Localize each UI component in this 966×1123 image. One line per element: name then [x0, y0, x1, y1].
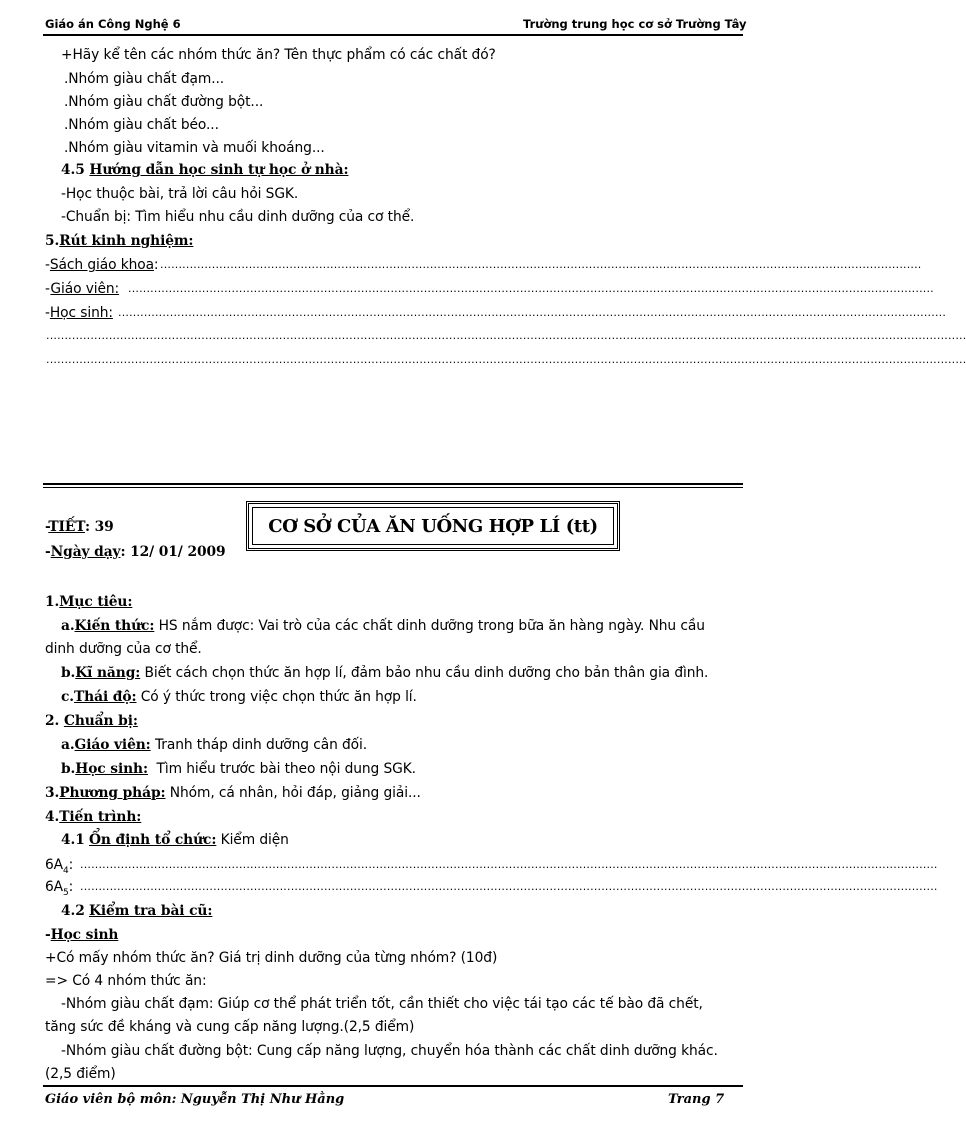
ngay-day-line: -Ngày dạy: 12/ 01/ 2009	[45, 544, 226, 560]
dotted-line: ................................................................................................................................................................................................................................	[118, 306, 947, 319]
kiem-tra-line: 4.2 Kiểm tra bài cũ:	[61, 903, 213, 919]
dotted-line: .........................................................................................................................................................................................................................................................	[46, 353, 966, 366]
footer-page: Trang 7	[668, 1092, 725, 1107]
phuong-phap-line: 3.Phương pháp: Nhóm, cá nhân, hỏi đáp, giảng giải...	[45, 785, 421, 801]
homework-item: -Học thuộc bài, trả lời câu hỏi SGK.	[61, 186, 299, 202]
group-item: .Nhóm giàu chất đạm...	[64, 71, 225, 87]
heading-muc-tieu: 1.Mục tiêu:	[45, 594, 133, 610]
on-dinh-line: 4.1 Ổn định tổ chức: Kiểm diện	[61, 832, 289, 848]
group-item: .Nhóm giàu chất béo...	[64, 117, 219, 133]
section-divider	[43, 483, 743, 485]
header-right: Trường trung học cơ sở Trường Tây	[523, 17, 747, 31]
heading-tien-trinh: 4.Tiến trình:	[45, 809, 142, 825]
kien-thuc-cont: dinh dưỡng của cơ thể.	[45, 641, 202, 657]
header-left: Giáo án Công Nghệ 6	[45, 17, 181, 31]
giao-vien-line: a.Giáo viên: Tranh tháp dinh dưỡng cân đối.	[61, 737, 368, 753]
tiet-line: -TIẾT: 39	[45, 519, 114, 535]
thai-do-line: c.Thái độ: Có ý thức trong việc chọn thức ăn hợp lí.	[61, 689, 417, 705]
group-item: .Nhóm giàu vitamin và muối khoáng...	[64, 140, 325, 156]
answer-duong-bot-1: -Nhóm giàu chất đường bột: Cung cấp năng lượng, chuyển hóa thành các chất dinh dưỡng khác.	[61, 1043, 718, 1059]
hoc-sinh-line: b.Học sinh: Tìm hiểu trước bài theo nội dung SGK.	[61, 761, 416, 777]
lesson-title-box	[246, 501, 620, 551]
heading-5: 5.Rút kinh nghiệm:	[45, 233, 194, 249]
footer-teacher: Giáo viên bộ môn: Nguyễn Thị Như Hằng	[45, 1092, 345, 1107]
answer-duong-bot-2: (2,5 điểm)	[45, 1066, 116, 1082]
ki-nang-line: b.Kĩ năng: Biết cách chọn thức ăn hợp lí, đảm bảo nhu cầu dinh dưỡng cho bản thân gia đình.	[61, 665, 709, 681]
class-6a4-label: $6A_4$:	[45, 857, 74, 876]
header-rule	[43, 34, 743, 36]
kien-thuc-line: a.Kiến thức: HS nắm được: Vai trò của các chất dinh dưỡng trong bữa ăn hàng ngày. Nhu cầu	[61, 618, 705, 634]
hoc-sinh-heading: -Học sinh	[45, 927, 119, 943]
group-item: .Nhóm giàu chất đường bột...	[64, 94, 264, 110]
dotted-line: ..............................................................................................................................................................................................................	[160, 258, 922, 271]
class-6a5-label: $6A_5$:	[45, 879, 74, 898]
dotted-line: ........................................................................................................................................................................................................................................	[80, 880, 938, 893]
section-divider-thin	[43, 487, 743, 488]
question-food-groups: +Hãy kể tên các nhóm thức ăn? Tên thực phẩm có các chất đó?	[61, 47, 496, 63]
lesson-title: CƠ SỞ CỦA ĂN UỐNG HỢP LÍ (tt)	[268, 515, 598, 537]
dotted-line: ..........................................................................................................................................................................................................................	[128, 282, 934, 295]
footer-rule	[43, 1085, 743, 1087]
dotted-line: .........................................................................................................................................................................................................................................................	[46, 329, 966, 342]
answer-dam-1: -Nhóm giàu chất đạm: Giúp cơ thể phát triển tốt, cần thiết cho việc tái tạo các tế bào đã chết,	[61, 996, 703, 1012]
dotted-line: ........................................................................................................................................................................................................................................	[80, 858, 938, 871]
answer-line: => Có 4 nhóm thức ăn:	[45, 973, 207, 989]
heading-4-5: 4.5 Hướng dẫn học sinh tự học ở nhà:	[61, 162, 349, 178]
answer-dam-2: tăng sức đề kháng và cung cấp năng lượng.(2,5 điểm)	[45, 1019, 415, 1035]
heading-chuan-bi: 2. Chuẩn bị:	[45, 713, 138, 729]
rkn-giaovien-label: -Giáo viên:	[45, 281, 120, 297]
rkn-hocsinh-label: -Học sinh:	[45, 305, 113, 321]
rkn-sach-label: -Sách giáo khoa:	[45, 257, 159, 273]
homework-item: -Chuẩn bị: Tìm hiểu nhu cầu dinh dưỡng của cơ thể.	[61, 209, 415, 225]
question-line: +Có mấy nhóm thức ăn? Giá trị dinh dưỡng của từng nhóm? (10đ)	[45, 950, 498, 966]
